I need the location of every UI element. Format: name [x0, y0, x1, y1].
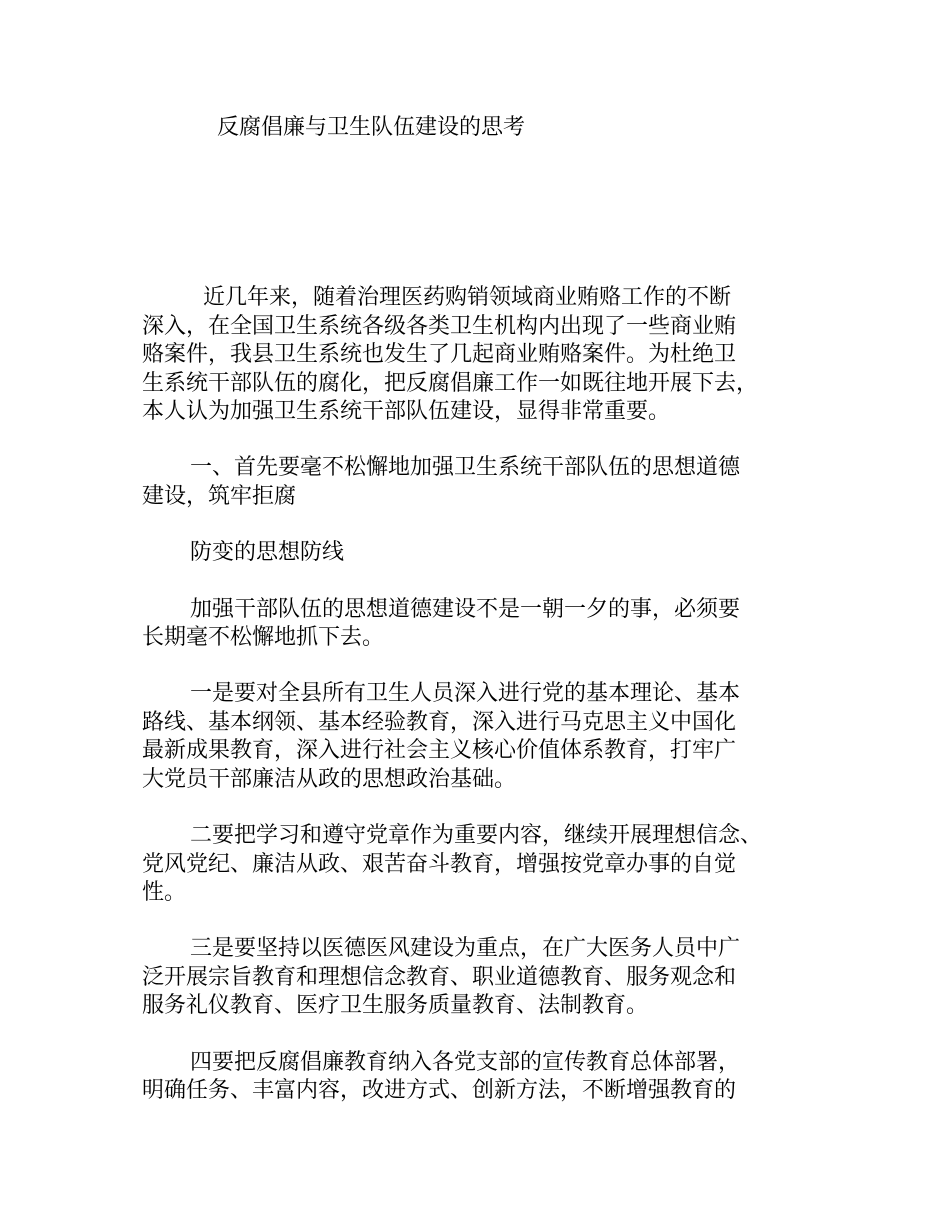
paragraph-2-line-1: 一、首先要毫不松懈地加强卫生系统干部队伍的思想道德 [190, 455, 741, 480]
paragraph-1-line-3: 赂案件，我县卫生系统也发生了几起商业贿赂案件。为杜绝卫 [142, 342, 737, 367]
paragraph-2-line-2: 建设，筑牢拒腐 [142, 484, 297, 509]
paragraph-1-line-5: 本人认为加强卫生系统干部队伍建设，显得非常重要。 [142, 399, 671, 424]
paragraph-1-line-2: 深入，在全国卫生系统各级各类卫生机构内出现了一些商业贿 [142, 314, 737, 339]
paragraph-5-line-1: 一是要对全县所有卫生人员深入进行党的基本理论、基本 [190, 681, 741, 706]
paragraph-1-line-1: 近几年来，随着治理医药购销领域商业贿赂工作的不断 [203, 285, 732, 310]
paragraph-7-line-2: 泛开展宗旨教育和理想信念教育、职业道德教育、服务观念和 [142, 965, 737, 990]
document-title: 反腐倡廉与卫生队伍建设的思考 [217, 115, 526, 140]
paragraph-4-line-1: 加强干部队伍的思想道德建设不是一朝一夕的事，必须要 [190, 597, 741, 622]
paragraph-6-line-1: 二要把学习和遵守党章作为重要内容，继续开展理想信念、 [190, 823, 763, 848]
paragraph-4-line-2: 长期毫不松懈地抓下去。 [142, 625, 385, 650]
paragraph-5-line-2: 路线、基本纲领、基本经验教育，深入进行马克思主义中国化 [142, 710, 737, 735]
paragraph-7-line-3: 服务礼仪教育、医疗卫生服务质量教育、法制教育。 [142, 993, 649, 1018]
paragraph-8-line-1: 四要把反腐倡廉教育纳入各党支部的宣传教育总体部署， [190, 1050, 741, 1075]
paragraph-6-line-3: 性。 [142, 880, 187, 905]
paragraph-3-line-1: 防变的思想防线 [190, 540, 345, 565]
paragraph-6-line-2: 党风党纪、廉洁从政、艰苦奋斗教育，增强按党章办事的自觉 [142, 852, 737, 877]
paragraph-8-line-2: 明确任务、丰富内容，改进方式、创新方法，不断增强教育的 [142, 1078, 737, 1103]
paragraph-5-line-3: 最新成果教育，深入进行社会主义核心价值体系教育，打牢广 [142, 738, 737, 763]
paragraph-5-line-4: 大党员干部廉洁从政的思想政治基础。 [142, 767, 517, 792]
paragraph-1-line-4: 生系统干部队伍的腐化，把反腐倡廉工作一如既往地开展下去， [142, 371, 759, 396]
paragraph-7-line-1: 三是要坚持以医德医风建设为重点，在广大医务人员中广 [190, 936, 741, 961]
